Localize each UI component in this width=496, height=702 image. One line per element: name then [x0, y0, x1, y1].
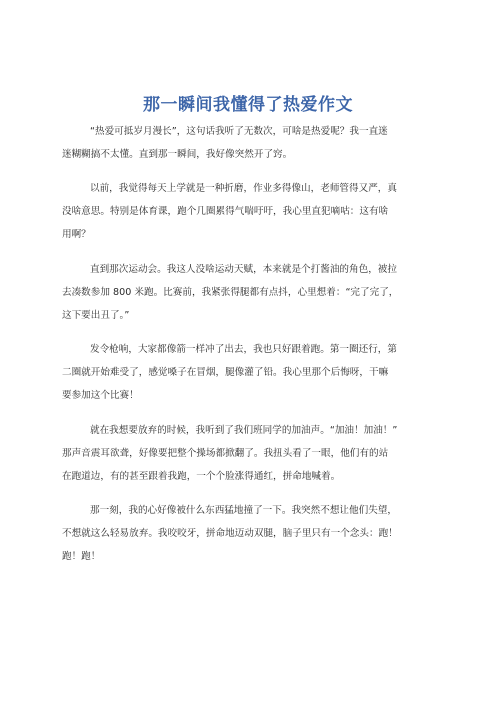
paragraph-4-line-2: 二圈就开始难受了，感觉嗓子在冒烟，腿像灌了铅。我心里那个后悔呀，干嘛	[62, 367, 389, 378]
paragraph-1-line-2: 迷糊糊搞不太懂。直到那一瞬间，我好像突然开了窍。	[62, 149, 293, 160]
paragraph-3-line-3: 这下要出丑了。”	[62, 310, 130, 321]
paragraph-1-line-1: “热爱可抵岁月漫长”，这句话我听了无数次，可啥是热爱呢？我一直迷	[90, 126, 388, 137]
paragraph-4-line-1: 发令枪响，大家都像箭一样冲了出去，我也只好跟着跑。第一圈还行，第	[90, 344, 397, 355]
paragraph-4-line-3: 要参加这个比赛！	[62, 390, 139, 401]
paragraph-6-line-1: 那一刻，我的心好像被什么东西猛地撞了一下。我突然不想让他们失望，	[90, 505, 397, 516]
paragraph-2-line-2: 没啥意思。特别是体育课，跑个几圈累得气喘吁吁，我心里直犯嘀咕：这有啥	[62, 206, 389, 217]
paragraph-6-line-3: 跑！跑！	[62, 551, 101, 562]
paragraph-6-line-2: 不想就这么轻易放弃。我咬咬牙，拼命地迈动双腿，脑子里只有一个念头：跑！	[62, 528, 398, 539]
paragraph-2-line-1: 以前，我觉得每天上学就是一种折磨，作业多得像山，老师管得又严，真	[90, 183, 397, 194]
paragraph-5-line-2: 那声音震耳欲聋，好像要把整个操场都掀翻了。我扭头看了一眼，他们有的站	[62, 448, 389, 459]
paragraph-3-line-2: 去凑数参加 800 米跑。比赛前，我紧张得腿都有点抖，心里想着：“完了完了，	[62, 287, 399, 298]
paragraph-5-line-3: 在跑道边，有的甚至跟着我跑，一个个脸涨得通红，拼命地喊着。	[62, 471, 341, 482]
paragraph-2-line-3: 用啊？	[62, 229, 91, 240]
paragraph-5-line-1: 就在我想要放弃的时候，我听到了我们班同学的加油声。“加油！加油！”	[90, 425, 398, 436]
paragraph-3-line-1: 直到那次运动会。我这人没啥运动天赋，本来就是个打酱油的角色，被拉	[90, 264, 397, 275]
essay-title: 那一瞬间我懂得了热爱作文	[143, 95, 353, 115]
